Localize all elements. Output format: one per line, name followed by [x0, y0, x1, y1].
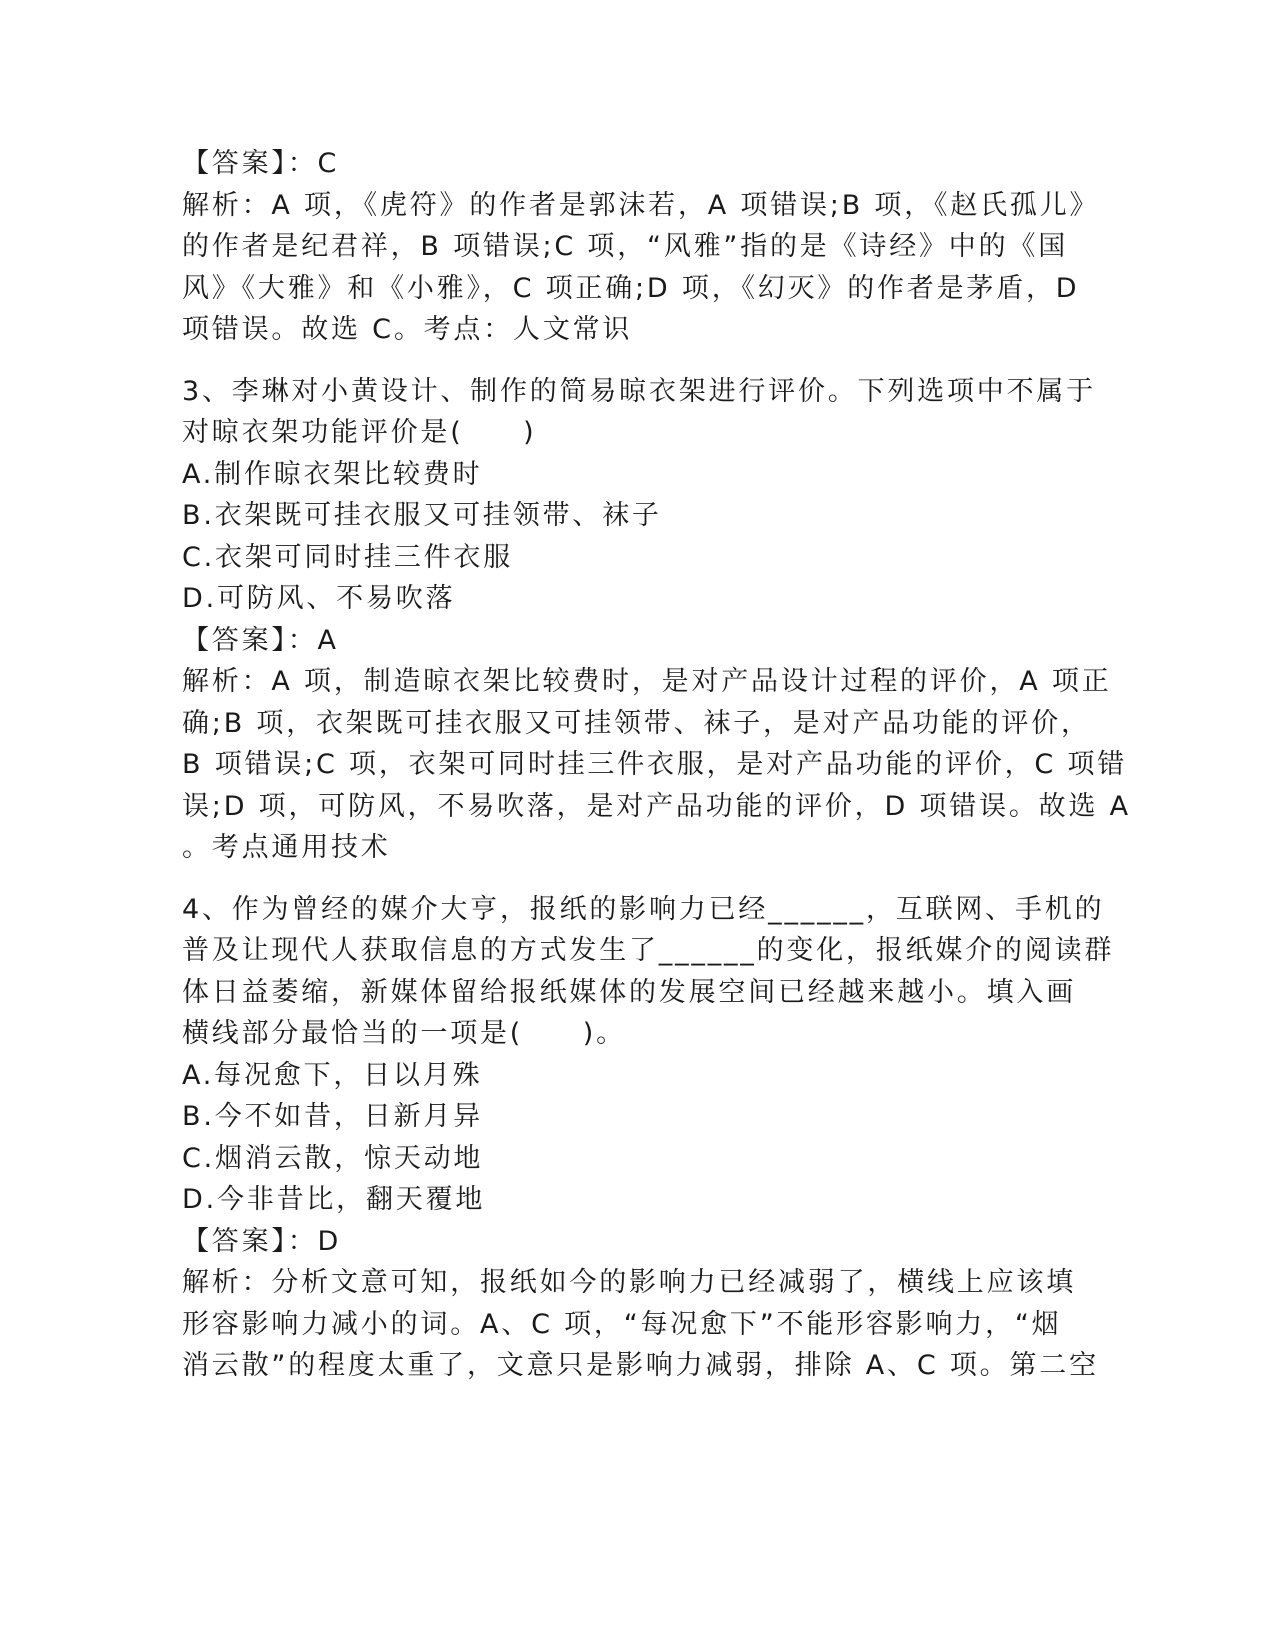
- answer-label: 【答案】：C: [182, 148, 340, 179]
- spacer: [182, 869, 1062, 889]
- question-stem-line: 4、作为曾经的媒介大亨，报纸的影响力已经______，互联网、手机的: [182, 893, 1105, 925]
- answer-label: 【答案】：A: [182, 624, 339, 656]
- question-stem-line: 3、李琳对小黄设计、制作的简易晾衣架进行评价。下列选项中不属于: [182, 375, 1096, 407]
- question-stem-line: 对晾衣架功能评价是( ): [182, 417, 537, 448]
- analysis-line: 。考点通用技术: [182, 832, 391, 863]
- option-b: B.今不如昔，日新月异: [182, 1101, 483, 1132]
- analysis-line: 风》《大雅》和《小雅》，C 项正确;D 项，《幻灭》的作者是茅盾，D: [182, 272, 1080, 304]
- option-a: A.制作晾衣架比较费时: [182, 458, 483, 490]
- question-stem-line: 普及让现代人获取信息的方式发生了______的变化，报纸媒介的阅读群: [182, 935, 1115, 966]
- analysis-line: 解析：A 项，《虎符》的作者是郭沫若，A 项错误;B 项，《赵氏孤儿》: [182, 189, 1100, 221]
- analysis-line: 形容影响力减小的词。A、C 项，“每况愈下”不能形容影响力，“烟: [182, 1308, 1062, 1340]
- question-stem-line: 体日益萎缩，新媒体留给报纸媒体的发展空间已经越来越小。填入画: [182, 976, 1076, 1008]
- analysis-line: 消云散”的程度太重了，文意只是影响力减弱，排除 A、C 项。第二空: [182, 1350, 1099, 1381]
- spacer: [182, 351, 1062, 371]
- analysis-line: 误;D 项，可防风，不易吹落，是对产品功能的评价，D 项错误。故选 A: [182, 790, 1131, 822]
- option-d: D.今非昔比，翻天覆地: [182, 1184, 486, 1215]
- question-3: [182, 371, 1131, 869]
- option-c: C.烟消云散，惊天动地: [182, 1142, 484, 1174]
- option-c: C.衣架可同时挂三件衣服: [182, 541, 514, 573]
- document-body: [182, 143, 1131, 1387]
- analysis-line: 的作者是纪君祥，B 项错误;C 项，“风雅”指的是《诗经》中的《国: [182, 231, 1069, 262]
- question-stem-line: 横线部分最恰当的一项是( )。: [182, 1018, 626, 1049]
- question-2-answer-block: [182, 143, 1100, 351]
- option-a: A.每况愈下，日以月殊: [182, 1059, 483, 1091]
- option-d: D.可防风、不易吹落: [182, 583, 456, 614]
- analysis-line: B 项错误;C 项，衣架可同时挂三件衣服，是对产品功能的评价，C 项错: [182, 749, 1128, 780]
- option-b: B.衣架既可挂衣服又可挂领带、袜子: [182, 500, 662, 531]
- analysis-line: 确;B 项，衣架既可挂衣服又可挂领带、袜子，是对产品功能的评价，: [182, 707, 1091, 739]
- analysis-line: 解析：分析文意可知，报纸如今的影响力已经减弱了，横线上应该填: [182, 1267, 1076, 1298]
- question-4: [182, 889, 1115, 1387]
- answer-label: 【答案】：D: [182, 1225, 342, 1257]
- analysis-line: 解析：A 项，制造晾衣架比较费时，是对产品设计过程的评价，A 项正: [182, 666, 1112, 697]
- analysis-line: 项错误。故选 C。考点：人文常识: [182, 314, 633, 345]
